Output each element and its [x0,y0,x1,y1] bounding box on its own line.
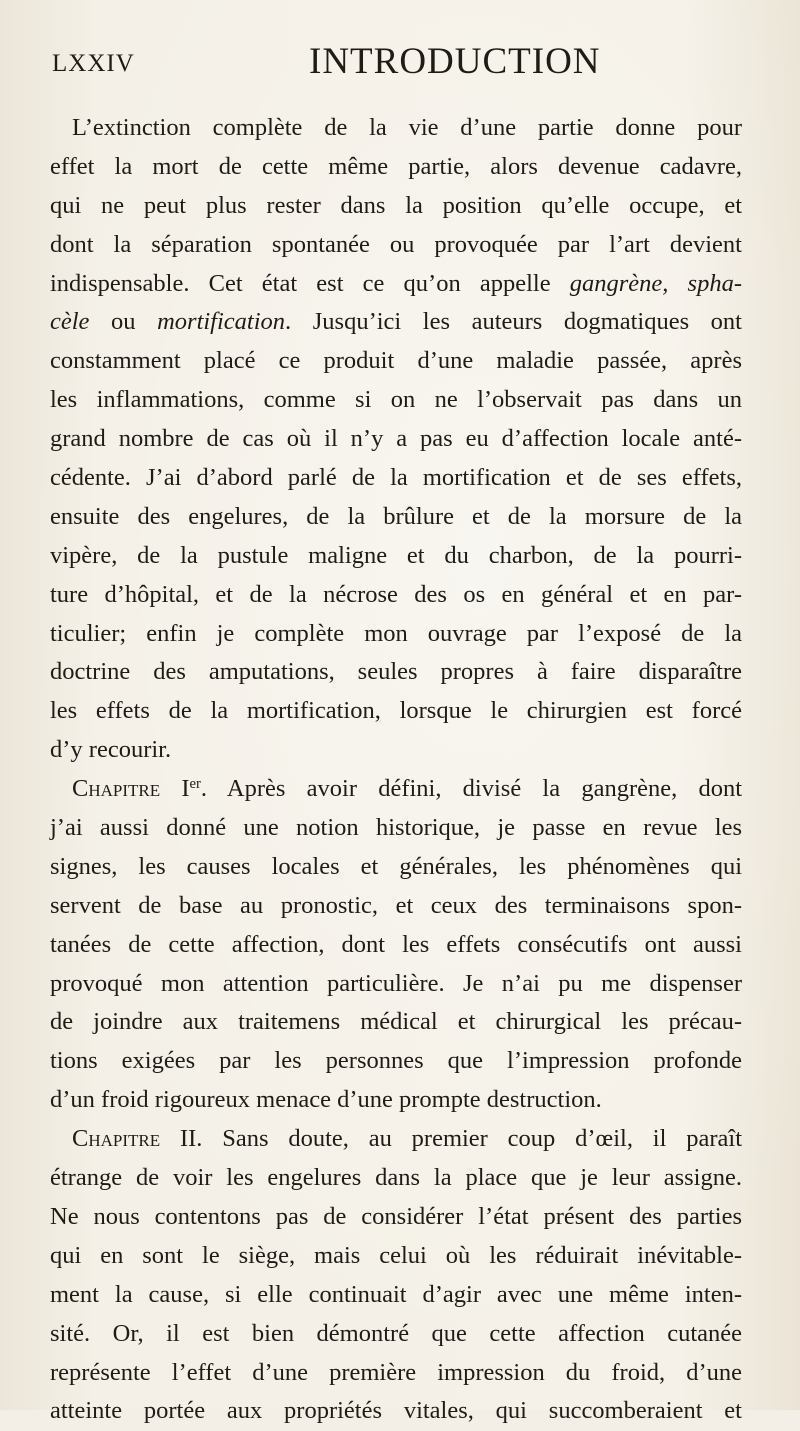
italic-term: gangrène, spha- [569,269,742,297]
text-line [50,265,742,304]
text-line: ticulier; enfin je complète mon ouvrage par l’exposé de la [50,619,742,647]
text-line: grand nombre de cas où il n’y a pas eu d’affection locale anté- [50,425,742,453]
italic-term: cèle [50,308,90,336]
chapter-label: Chapitre I [72,775,190,803]
text-line: d’un froid rigoureux menace d’une prompte destruction. [50,1086,602,1114]
text-line: provoqué mon attention particulière. Je n’ai pu me dispenser [50,969,742,997]
text-run: indispensable. Cet état est ce qu’on appelle [50,269,570,297]
body-text [50,109,742,1431]
text-run: . Jusqu’ici les auteurs dogmatiques ont [285,308,742,336]
text-line: j’ai aussi donné une notion historique, je passe en revue les [50,814,742,842]
text-line: ture d’hôpital, et de la nécrose des os en général et en par- [50,580,742,608]
text-line: tanées de cette affection, dont les effets consécutifs ont aussi [50,930,742,958]
page-header [52,40,752,84]
text-line: les inflammations, comme si on ne l’observait pas dans un [50,386,742,414]
text-line: qui ne peut plus rester dans la position qu’elle occupe, et [50,191,742,219]
text-line [50,1120,742,1159]
text-line: constamment placé ce produit d’une maladie passée, après [50,347,742,375]
text-line: doctrine des amputations, seules propres à faire disparaître [50,658,742,686]
text-line: les effets de la mortification, lorsque le chirurgien est forcé [50,697,742,725]
text-line: ensuite des engelures, de la brûlure et de la morsure de la [50,502,742,530]
text-line: étrange de voir les engelures dans la place que je leur assigne. [50,1164,742,1192]
text-line: sité. Or, il est bien démontré que cette affection cutanée [50,1319,742,1347]
text-run: . Après avoir défini, divisé la gangrène, dont [200,775,743,803]
chapter-superscript: er [189,776,201,793]
text-line: tions exigées par les personnes que l’impression profonde [50,1047,742,1075]
text-line: cédente. J’ai d’abord parlé de la mortification et de ses effets, [50,464,742,492]
text-line: dont la séparation spontanée ou provoquée par l’art devient [50,230,742,258]
text-run: . Sans doute, au premier coup d’œil, il paraît [196,1125,742,1153]
text-line: atteinte portée aux propriétés vitales, qui succomberaient et [50,1397,742,1425]
text-line: signes, les causes locales et générales, les phénomènes qui [50,852,742,880]
text-run: ou [89,308,158,336]
text-line: effet la mort de cette même partie, alors devenue cadavre, [50,152,742,180]
text-line: d’y recourir. [50,736,172,764]
text-line: ment la cause, si elle continuait d’agir avec une même inten- [50,1280,742,1308]
text-line [50,770,742,809]
text-line [50,303,742,342]
text-line: L’extinction complète de la vie d’une partie donne pour [72,114,742,141]
italic-term: mortification [157,308,286,336]
page-number: LXXIV [52,50,135,77]
text-line: vipère, de la pustule maligne et du charbon, de la pourri- [50,541,742,569]
text-line: servent de base au pronostic, et ceux des terminaisons spon- [50,891,742,919]
text-line: représente l’effet d’une première impression du froid, d’une [50,1358,742,1386]
chapter-label: Chapitre II [72,1125,197,1153]
text-line: qui en sont le siège, mais celui où les réduirait inévitable- [50,1241,742,1269]
text-line: de joindre aux traitemens médical et chirurgical les précau- [50,1008,742,1036]
running-title: INTRODUCTION [309,41,601,82]
text-line: Ne nous contentons pas de considérer l’état présent des parties [50,1202,742,1230]
